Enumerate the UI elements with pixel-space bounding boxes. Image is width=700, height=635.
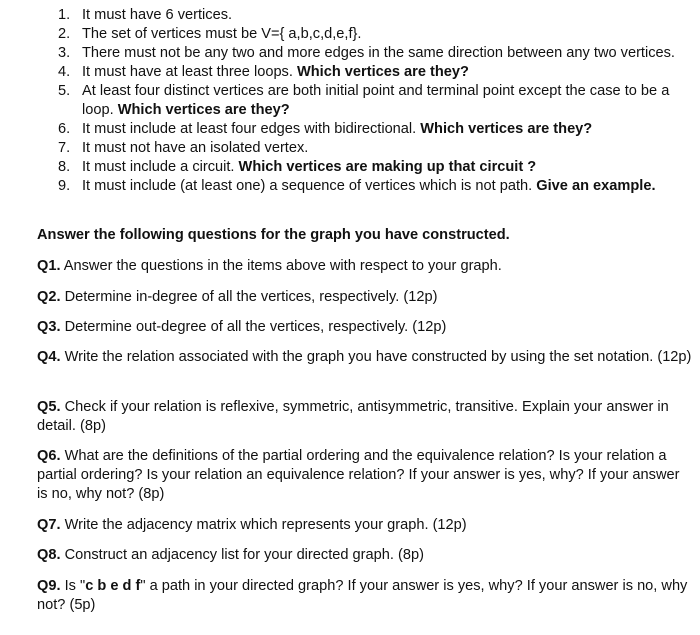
question-q5: Q5. Check if your relation is reflexive, symmetric, antisymmetric, transitive. Explain your answer in detail. (8p)	[37, 399, 669, 434]
section-intro: Answer the following questions for the graph you have constructed.	[37, 227, 510, 243]
question-q9: Q9. Is "c b e d f" a path in your directed graph? If your answer is yes, why? If your answer is no, why not? (5p)	[37, 578, 688, 613]
question-q3: Q3. Determine out-degree of all the vertices, respectively. (12p)	[37, 319, 447, 335]
requirement-item: 8. It must include a circuit. Which vertices are making up that circuit ?	[58, 159, 537, 175]
question-q4: Q4. Write the relation associated with the graph you have constructed by using the set notation. (12p)	[37, 349, 692, 365]
question-q1: Q1. Answer the questions in the items above with respect to your graph.	[37, 258, 502, 274]
requirement-item: 2. The set of vertices must be V={ a,b,c,d,e,f}.	[58, 26, 362, 42]
requirement-item: 3. There must not be any two and more edges in the same direction between any two vertices.	[58, 45, 675, 61]
requirement-item: 4. It must have at least three loops. Which vertices are they?	[58, 64, 469, 80]
question-q2: Q2. Determine in-degree of all the vertices, respectively. (12p)	[37, 289, 438, 305]
requirement-item: 1. It must have 6 vertices.	[58, 7, 233, 23]
requirements-list	[0, 6, 700, 196]
question-q6: Q6. What are the definitions of the partial ordering and the equivalence relation? Is your relation a partial ordering? Is your relation an equivalence relation? If your answer is yes, why? If your answer is no, why not? (8p)	[37, 448, 680, 502]
requirement-item: 7. It must not have an isolated vertex.	[58, 140, 309, 156]
requirement-item: 6. It must include at least four edges with bidirectional. Which vertices are they?	[58, 121, 593, 137]
question-q8: Q8. Construct an adjacency list for your directed graph. (8p)	[37, 547, 424, 563]
question-q7: Q7. Write the adjacency matrix which represents your graph. (12p)	[37, 517, 467, 533]
requirement-item: 9. It must include (at least one) a sequence of vertices which is not path. Give an example.	[58, 178, 656, 194]
requirement-item: 5. At least four distinct vertices are both initial point and terminal point except the case to be a loop. Which vertices are they?	[58, 83, 670, 118]
